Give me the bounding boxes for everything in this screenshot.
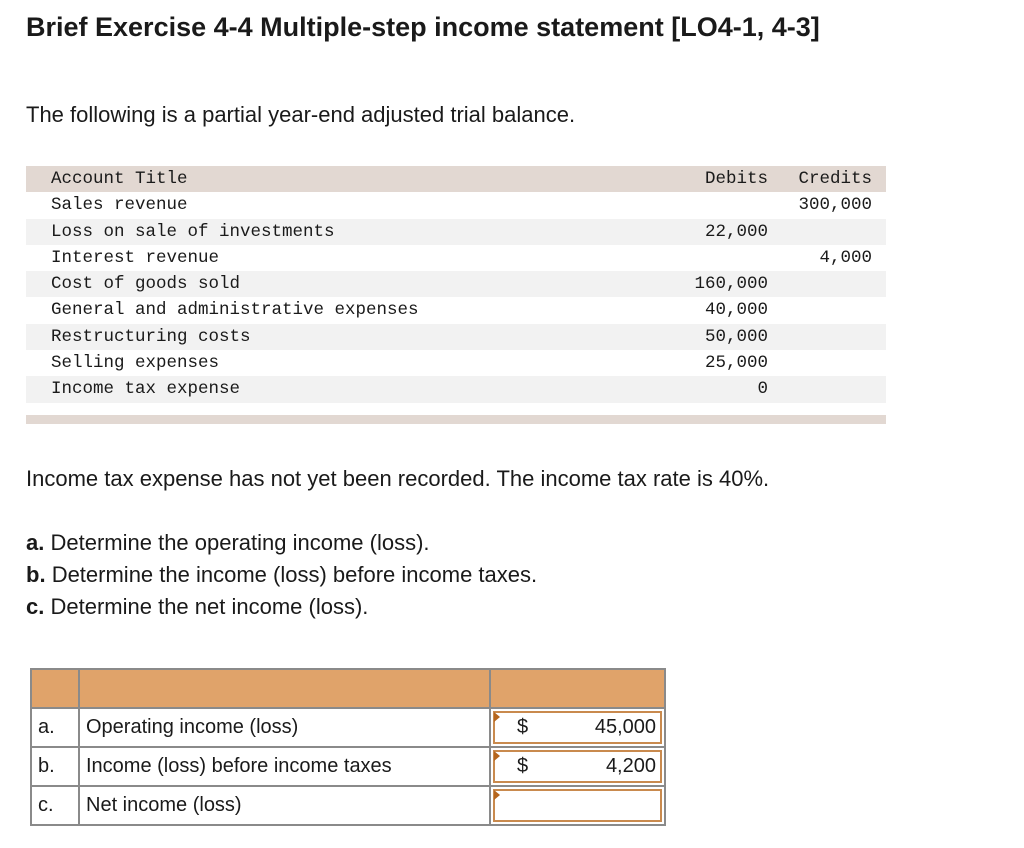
answer-letter: c. bbox=[31, 786, 79, 825]
table-row bbox=[26, 350, 886, 376]
account-cell: Loss on sale of investments bbox=[51, 221, 335, 242]
question-a bbox=[26, 530, 430, 556]
account-cell: Income tax expense bbox=[51, 379, 241, 400]
question-text: Determine the operating income (loss). bbox=[50, 530, 430, 555]
credit-cell bbox=[768, 271, 886, 297]
debit-cell bbox=[651, 192, 768, 218]
debit-cell: 25,000 bbox=[704, 353, 768, 374]
credit-cell bbox=[768, 297, 886, 323]
answer-letter: a. bbox=[31, 708, 79, 747]
tax-note: Income tax expense has not yet been recorded. The income tax rate is 40%. bbox=[26, 466, 770, 491]
table-row bbox=[26, 324, 886, 350]
debit-cell: 22,000 bbox=[704, 221, 768, 242]
account-cell: General and administrative expenses bbox=[51, 300, 419, 321]
debit-cell: 50,000 bbox=[704, 326, 768, 347]
answer-header-row bbox=[31, 669, 665, 708]
credit-cell bbox=[768, 324, 886, 350]
dropdown-marker-icon[interactable] bbox=[494, 712, 500, 722]
answer-value: 45,000 bbox=[594, 716, 656, 738]
dropdown-marker-icon[interactable] bbox=[494, 751, 500, 761]
net-income-input[interactable] bbox=[493, 789, 662, 822]
table-row bbox=[26, 271, 886, 297]
trial-balance-table bbox=[26, 166, 886, 403]
credit-cell bbox=[768, 376, 886, 402]
account-cell: Cost of goods sold bbox=[51, 274, 241, 295]
question-letter: c. bbox=[26, 594, 45, 619]
answer-label: Operating income (loss) bbox=[79, 708, 490, 747]
header-credits: Credits bbox=[798, 169, 872, 189]
answer-value: 4,200 bbox=[605, 755, 656, 777]
header-debits: Debits bbox=[704, 169, 768, 189]
currency-symbol: $ bbox=[517, 755, 529, 777]
account-cell: Selling expenses bbox=[51, 353, 220, 374]
credit-cell bbox=[768, 350, 886, 376]
income-before-taxes-input[interactable] bbox=[493, 750, 662, 783]
debit-cell: 160,000 bbox=[694, 274, 768, 295]
credit-cell: 300,000 bbox=[798, 195, 872, 216]
question-letter: a. bbox=[26, 530, 45, 555]
table-header bbox=[26, 166, 886, 192]
table-footer-bar bbox=[26, 415, 886, 424]
answer-table bbox=[30, 668, 666, 826]
table-row bbox=[26, 245, 886, 271]
table-row bbox=[26, 376, 886, 402]
account-cell: Sales revenue bbox=[51, 195, 188, 216]
debit-cell: 40,000 bbox=[704, 300, 768, 321]
question-letter: b. bbox=[26, 562, 46, 587]
intro-text: The following is a partial year-end adjusted trial balance. bbox=[26, 102, 576, 127]
answer-letter: b. bbox=[31, 747, 79, 786]
answer-label: Net income (loss) bbox=[79, 786, 490, 825]
question-text: Determine the income (loss) before income taxes. bbox=[51, 562, 538, 587]
currency-symbol: $ bbox=[517, 716, 529, 738]
account-cell: Interest revenue bbox=[51, 247, 220, 268]
credit-cell bbox=[768, 219, 886, 245]
account-cell: Restructuring costs bbox=[51, 326, 251, 347]
question-text: Determine the net income (loss). bbox=[50, 594, 369, 619]
page-title: Brief Exercise 4-4 Multiple-step income statement [LO4-1, 4-3] bbox=[26, 12, 820, 42]
table-row bbox=[26, 219, 886, 245]
answer-row-b bbox=[31, 747, 665, 786]
table-row bbox=[26, 297, 886, 323]
question-b bbox=[26, 562, 537, 588]
operating-income-input[interactable] bbox=[493, 711, 662, 744]
header-account: Account Title bbox=[51, 169, 188, 189]
debit-cell: 0 bbox=[757, 379, 768, 400]
question-c bbox=[26, 594, 368, 620]
dropdown-marker-icon[interactable] bbox=[494, 790, 500, 800]
answer-label: Income (loss) before income taxes bbox=[79, 747, 490, 786]
debit-cell bbox=[651, 245, 768, 271]
answer-row-a bbox=[31, 708, 665, 747]
answer-row-c bbox=[31, 786, 665, 825]
credit-cell: 4,000 bbox=[819, 247, 872, 268]
table-row bbox=[26, 192, 886, 218]
